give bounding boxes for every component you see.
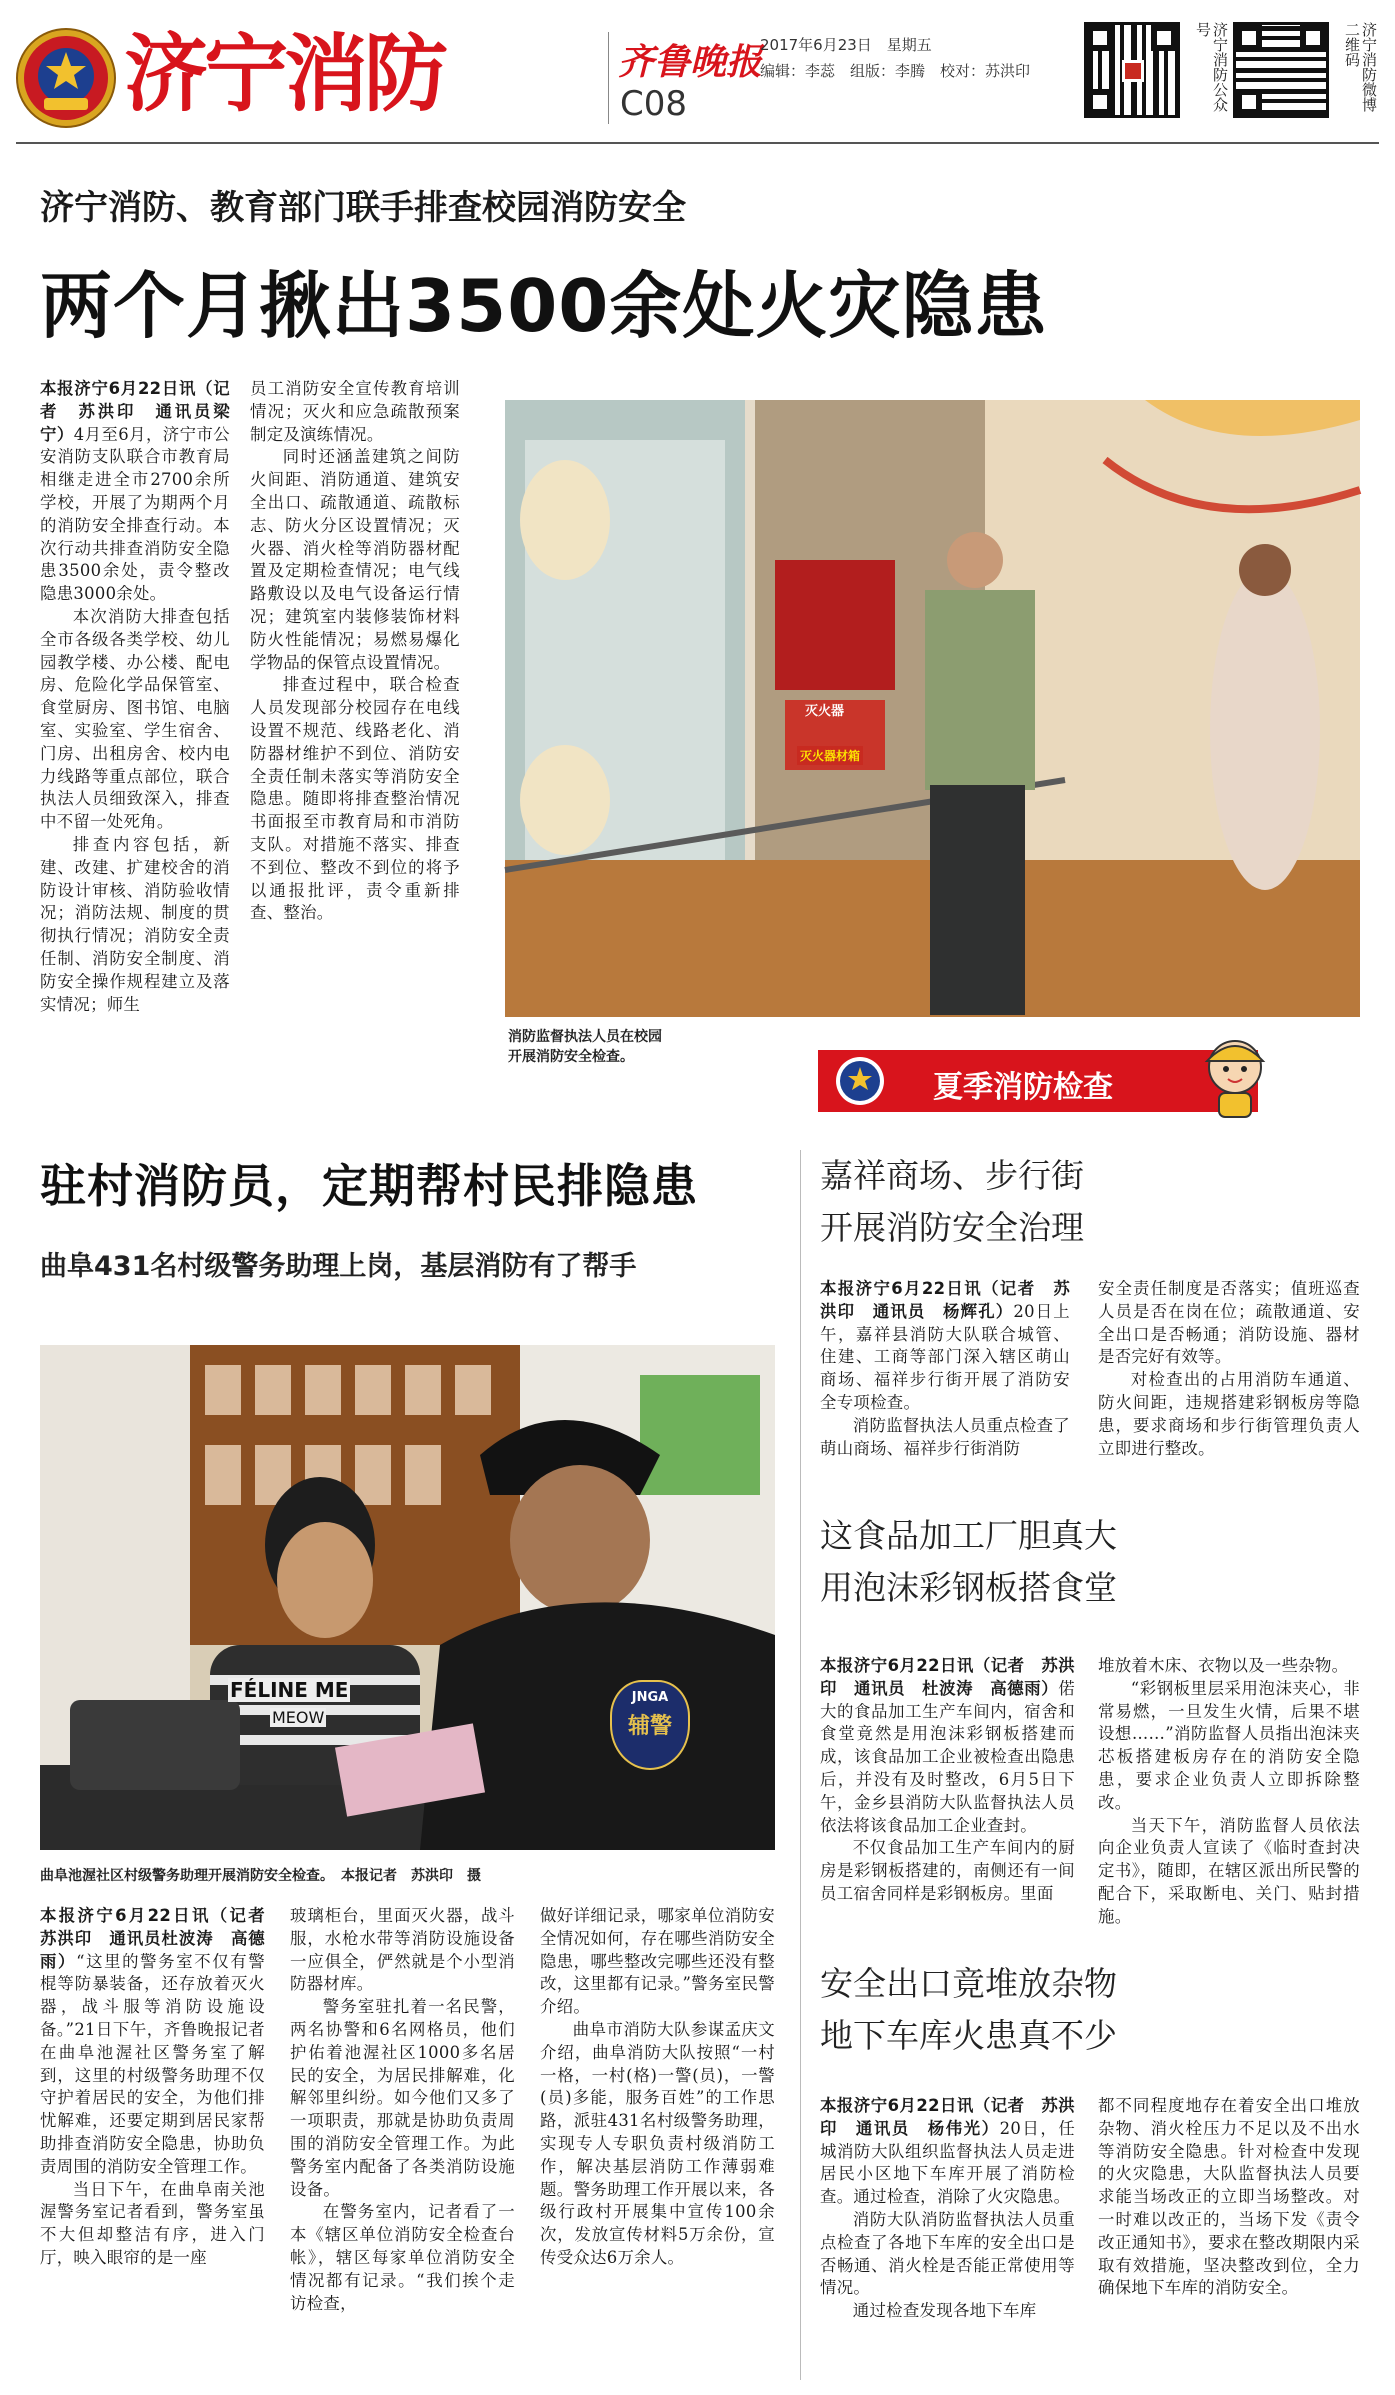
a1-p2: 本次消防大排查包括全市各级各类学校、幼儿园教学楼、办公楼、配电房、危险化学品保管室、食堂厨房、图书馆、电脑室、实验室、学生宿舍、门房、出租房舍、校内电力线路等重点部位，联合执法人员细致深入，排查中不留一处死角。 <box>40 606 230 832</box>
masthead-divider <box>608 32 609 124</box>
a5-p1: 20日，任城消防大队组织监督执法人员走进居民小区地下车库开展了消防检查。通过检查，消除了火灾隐患。 <box>820 2118 1076 2207</box>
a2-p7: 曲阜市消防大队参谋孟庆文介绍，曲阜消防大队按照“一村一格，一村(格)一警(员)，一警(员)多能，服务百姓”的工作思路，派驻431名村级警务助理，实现专人专职负责村级消防工作，解决基层消防工作薄弱难题。警务助理工作开展以来，各级行政村开展集中宣传100余次，发放宣传材料5万余份，宣传受众达6万余人。 <box>540 2019 775 2267</box>
patch <box>610 1680 690 1770</box>
a5-p4: 都不同程度地存在着安全出口堆放杂物、消火栓压力不足以及不出水等消防安全隐患。针对检查中发现的火灾隐患，大队监督执法人员要求能当场改正的立即当场整改。对一时难以改正的，当场下发《责令改正通知书》，要求在整改期限内采取有效措施，坚决整改到位，全力确保地下车库的消防安全。 <box>1098 2096 1360 2298</box>
a2-p3: 玻璃柜台，里面灭火器，战斗服，水枪水带等消防设施设备一应俱全，俨然就是个小型消防器材库。 <box>290 1906 515 1994</box>
a4-p4: “彩钢板里层采用泡沫夹心，非常易燃，一旦发生火情，后果不堪设想……”消防监督人员指出泡沫夹芯板搭建板房存在的消防安全隐患，要求企业负责人立即拆除整改。 <box>1098 1678 1360 1812</box>
a3-p3: 安全责任制度是否落实；值班巡查人员是否在岗在位；疏散通道、安全出口是否畅通；消防设施、器材是否完好有效等。 <box>1098 1279 1360 1367</box>
patch-main: 辅警 <box>627 1714 672 1739</box>
photo-sign-cabinet: 灭火器材箱 <box>797 746 863 765</box>
caption-line-1: 消防监督执法人员在校园 <box>508 1029 662 1045</box>
a5-col2 <box>1098 2095 1360 2380</box>
a2-col2 <box>290 1905 515 2380</box>
a2-lead: 本报济宁6月22日讯 <box>40 1906 211 1925</box>
a5-byline: （记者 苏洪印 通讯员 杨伟光） <box>820 2096 1075 2138</box>
a4-col1 <box>820 1655 1075 1950</box>
a2-p1: “这里的警务室不仅有警棍等防暴装备，还存放着灭火器，战斗服等消防设施设备。”21日下午，齐鲁晚报记者在曲阜池渥社区警务室了解到，这里的村级警务助理不仅守护着居民的安全，为他们排忧解难，还要定期到居民家帮助排查消防安全隐患，协助负责周围的消防安全管理工作。 <box>40 1951 265 2176</box>
a2-p4: 警务室驻扎着一名民警，两名协警和6名网格员，他们护佑着池渥社区1000多名居民的安全，为居民排解难，化解邻里纠纷。如今他们又多了一项职责，那就是协助负责周围的消防安全管理工作。为此警务室内配备了各类消防设施设备。 <box>290 1997 515 2199</box>
qr2-caption: 济宁消防微博二维码 <box>1343 22 1378 112</box>
masthead-title: 济宁消防 <box>124 25 445 123</box>
a2-byline: （记者 苏洪印 通讯员杜波涛 高德雨） <box>40 1906 282 1971</box>
patch-top: JNGA <box>631 1690 669 1705</box>
column-divider <box>800 1150 801 2380</box>
a5-col1 <box>820 2095 1075 2380</box>
a5-p2: 消防大队消防监督执法人员重点检查了各地下车库的安全出口是否畅通、消火栓是否能正常使用等情况。 <box>820 2209 1075 2298</box>
a2-p6: 做好详细记录，哪家单位消防安全情况如何，存在哪些消防安全隐患，哪些整改完哪些还没有整改，这里都有记录。”警务室民警介绍。 <box>540 1906 775 2017</box>
a4-col2 <box>1098 1655 1360 1950</box>
a3-lead: 本报济宁6月22日讯 <box>820 1279 983 1298</box>
a3-p2: 消防监督执法人员重点检查了萌山商场、福祥步行街消防 <box>820 1415 1070 1458</box>
a3-byline: （记者 苏洪印 通讯员 杨辉孔） <box>820 1279 1071 1321</box>
caption-line-2: 开展消防安全检查。 <box>508 1049 634 1065</box>
a4-headline-line1: 这食品加工厂胆真大 <box>820 1516 1117 1555</box>
a1-p4: 员工消防安全宣传教育培训情况；灭火和应急疏散预案制定及演练情况。 <box>250 379 460 444</box>
qr-code-icon[interactable] <box>1084 22 1180 118</box>
a4-p2: 不仅食品加工生产车间内的厨房是彩钢板搭建的，南侧还有一间员工宿舍同样是彩钢板房。里面 <box>820 1838 1075 1903</box>
a1-col2 <box>250 378 460 1088</box>
a2-photo <box>40 1345 775 1850</box>
masthead <box>0 0 1395 145</box>
a5-lead: 本报济宁6月22日讯 <box>820 2096 974 2115</box>
a1-byline: （记者 苏洪印 通讯员梁宁） <box>40 379 230 444</box>
a5-headline-line1: 安全出口竟堆放杂物 <box>820 1964 1117 2003</box>
a3-p1: 20日上午，嘉祥县消防大队联合城管、住建、工商等部门深入辖区萌山商场、福祥步行街开展了消防安全专项检查。 <box>820 1301 1070 1412</box>
a1-p5: 同时还涵盖建筑之间防火间距、消防通道、建筑安全出口、疏散通道、疏散标志、防火分区设置情况；灭火器、消火栓等消防器材配置及定期检查情况；电气线路敷设以及电气设备运行情况；建筑室内装修装饰材料防火性能情况；易燃易爆化学物品的保管点设置情况。 <box>250 447 460 672</box>
a3-headline <box>820 1150 1084 1254</box>
a5-headline-line2: 地下车库火患真不少 <box>820 2016 1117 2055</box>
summer-inspection-banner <box>818 1050 1258 1112</box>
a3-headline-line2: 开展消防安全治理 <box>820 1208 1084 1247</box>
masthead-rule <box>16 142 1379 144</box>
shirt-text-1: FÉLINE ME <box>230 1678 349 1702</box>
a3-col1 <box>820 1278 1070 1508</box>
issue-date: 2017年6月23日 星期五 <box>760 36 932 54</box>
a1-photo-caption <box>508 1027 768 1067</box>
a3-col2 <box>1098 1278 1360 1508</box>
a3-p4: 对检查出的占用消防车通道、防火间距，违规搭建彩钢板房等隐患，要求商场和步行街管理负责人立即进行整改。 <box>1098 1370 1360 1458</box>
a4-p5: 当天下午，消防监督人员依法向企业负责人宣读了《临时查封决定书》，随即，在辖区派出所民警的配合下，采取断电、关门、贴封措施。 <box>1098 1815 1360 1926</box>
a2-col1 <box>40 1905 282 2380</box>
a1-p3: 排查内容包括，新建、改建、扩建校舍的消防设计审核、消防验收情况；消防法规、制度的贯彻执行情况；消防安全责任制、消防安全制度、消防安全操作规程建立及落实情况；师生 <box>40 834 230 1014</box>
a2-subhead: 曲阜431名村级警务助理上岗，基层消防有了帮手 <box>40 1251 637 1282</box>
police-emblem-icon <box>14 26 118 130</box>
a1-col1 <box>40 378 230 1088</box>
a5-p3: 通过检查发现各地下车库 <box>852 2301 1037 2321</box>
a2-col3 <box>540 1905 775 2380</box>
banner-text: 夏季消防检查 <box>933 1070 1113 1105</box>
a4-headline <box>820 1510 1117 1614</box>
staff-credits: 编辑：李蕊 组版：李腾 校对：苏洪印 <box>760 62 1031 80</box>
a2-photo-caption: 曲阜池渥社区村级警务助理开展消防安全检查。 本报记者 苏洪印 摄 <box>40 1868 481 1884</box>
photo-sign-extinguisher: 灭火器 <box>805 704 845 719</box>
a2-headline: 驻村消防员，定期帮村民排隐患 <box>40 1159 698 1213</box>
shirt-text-2: MEOW <box>272 1708 325 1727</box>
a4-lead: 本报济宁6月22日讯 <box>820 1656 974 1675</box>
qr1-caption: 济宁消防公众号 <box>1194 22 1229 112</box>
a1-kicker: 济宁消防、教育部门联手排查校园消防安全 <box>40 188 686 228</box>
a4-p3: 堆放着木床、衣物以及一些杂物。 <box>1098 1656 1349 1675</box>
a2-p2: 当日下午，在曲阜南关池渥警务室记者看到，警务室虽不大但却整洁有序，进入门厅，映入眼帘的是一座 <box>40 2179 265 2267</box>
page-number: C08 <box>620 84 688 124</box>
fire-safety-mascot-icon <box>1195 1035 1275 1120</box>
a1-lead: 本报济宁6月22日讯 <box>40 379 197 398</box>
newspaper-name: 齐鲁晚报 <box>618 41 763 83</box>
a4-p1: 偌大的食品加工生产车间内，宿舍和食堂竟然是用泡沫彩钢板搭建而成，该食品加工企业被检查出隐患后，并没有及时整改，6月5日下午，金乡县消防大队监督执法人员依法将该食品加工企业查封。 <box>820 1678 1075 1835</box>
police-emblem-icon <box>834 1055 886 1107</box>
a4-byline: （记者 苏洪印 通讯员 杜波涛 高德雨） <box>820 1656 1075 1698</box>
a3-headline-line1: 嘉祥商场、步行街 <box>820 1156 1084 1195</box>
a1-p1: 4月至6月，济宁市公安消防支队联合市教育局相继走进全市2700余所学校，开展了为期两个月的消防安全排查行动。本次行动共排查消防安全隐患3500余处，责令整改隐患3000余处。 <box>40 424 230 604</box>
a5-headline <box>820 1958 1117 2062</box>
a1-p6: 排查过程中，联合检查人员发现部分校园存在电线设置不规范、线路老化、消防器材维护不到位、消防安全责任制未落实等消防安全隐患。随即将排查整治情况书面报至市教育局和市消防支队。对措施不落实、排查不到位、整改不到位的将予以通报批评，责令重新排查、整治。 <box>250 675 460 923</box>
a4-headline-line2: 用泡沫彩钢板搭食堂 <box>820 1568 1117 1607</box>
qr-code-icon[interactable] <box>1233 22 1329 118</box>
a1-headline: 两个月揪出3500余处火灾隐患 <box>40 264 1048 348</box>
a2-p5: 在警务室内，记者看了一本《辖区单位消防安全检查台帐》，辖区每家单位消防安全情况都有记录。“我们挨个走访检查， <box>290 2202 515 2313</box>
a1-photo <box>505 400 1360 1017</box>
